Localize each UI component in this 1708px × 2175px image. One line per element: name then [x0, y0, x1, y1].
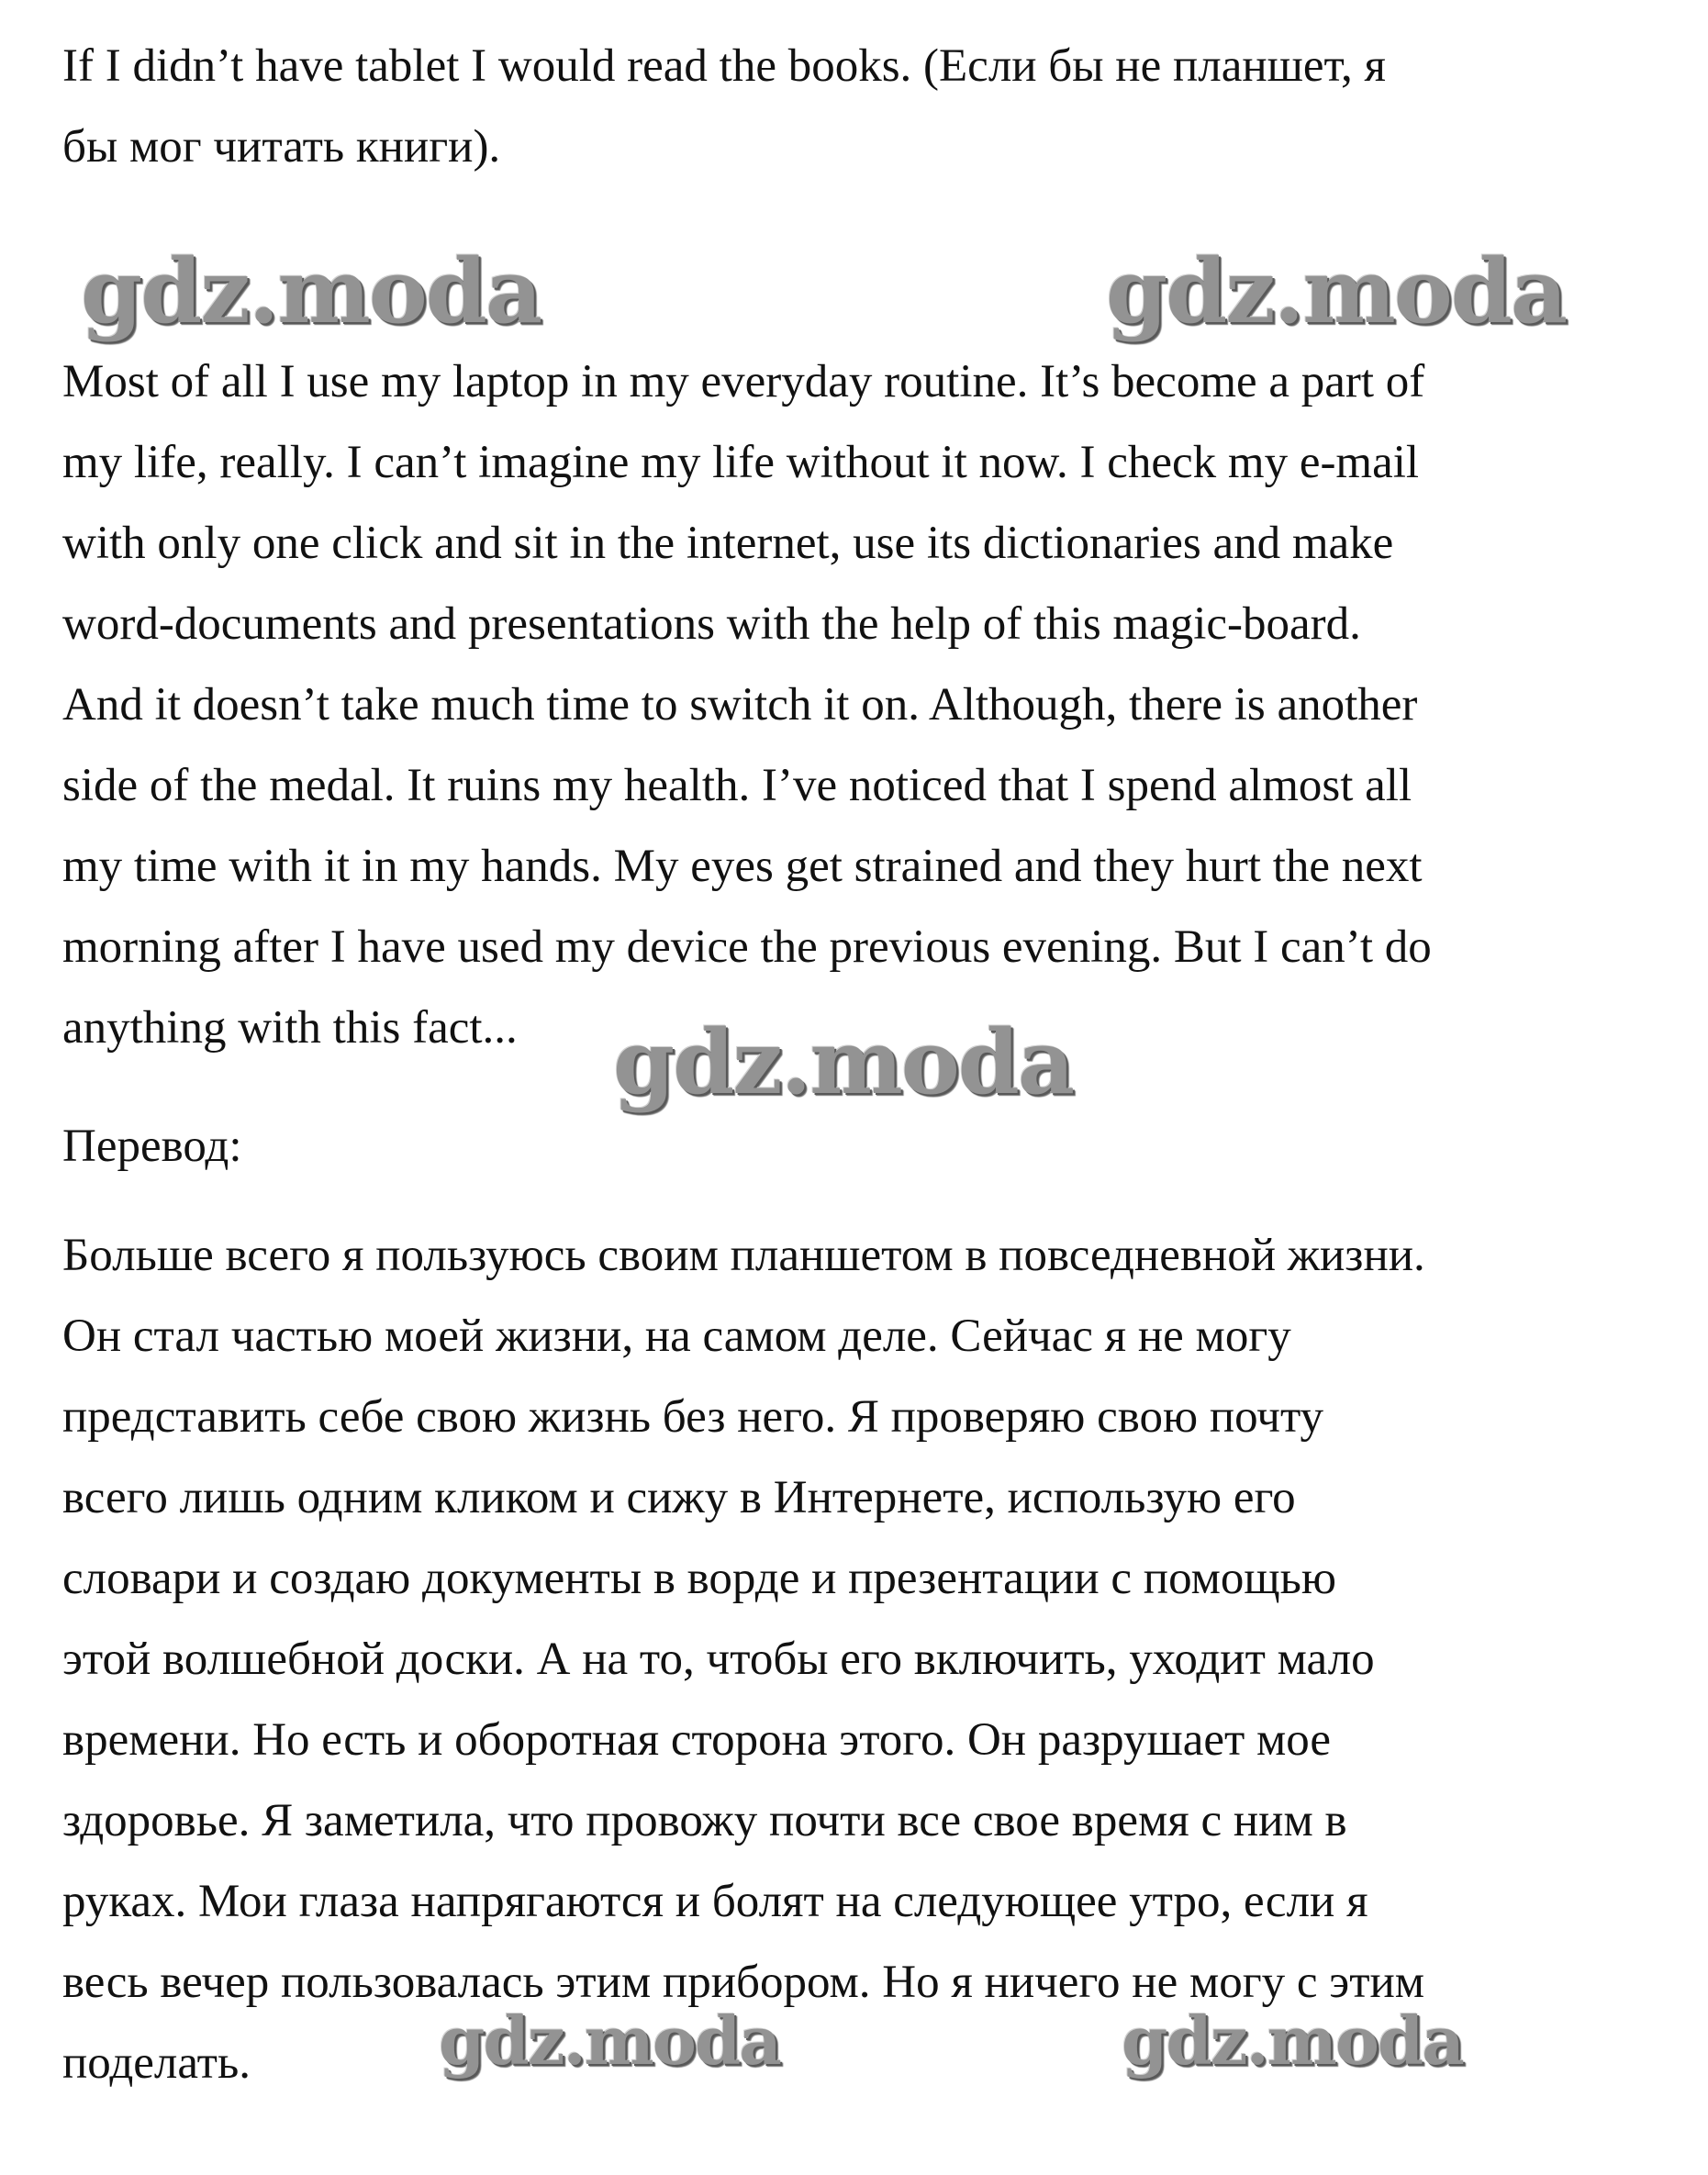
paragraph-line: представить себе свою жизнь без него. Я проверяю свою почту — [62, 1391, 1324, 1443]
paragraph-line: If I didn’t have tablet I would read the books. (Если бы не планшет, я — [62, 40, 1386, 92]
paragraph-line: my time with it in my hands. My eyes get strained and they hurt the next — [62, 841, 1423, 892]
paragraph-line: словари и создаю документы в ворде и презентации с помощью — [62, 1553, 1337, 1604]
watermark-logo: gdz.moda — [81, 240, 541, 343]
top-paragraph — [62, 26, 1678, 187]
watermark-logo: gdz.moda — [613, 1010, 1074, 1114]
paragraph-line: весь вечер пользовалась этим прибором. Но я ничего не могу с этим — [62, 1957, 1425, 2008]
paragraph-line: поделать. — [62, 2037, 251, 2089]
paragraph-line: Most of all I use my laptop in my everyday routine. It’s become a part of — [62, 356, 1425, 407]
paragraph-line: Больше всего я пользуюсь своим планшетом в повседневной жизни. — [62, 1230, 1425, 1281]
paragraph-line: всего лишь одним кликом и сижу в Интернете, использую его — [62, 1472, 1296, 1523]
paragraph-line: этой волшебной доски. А на то, чтобы его включить, уходит мало — [62, 1634, 1375, 1685]
paragraph-line: word-documents and presentations with the help of this magic-board. — [62, 598, 1361, 650]
paragraph-line: morning after I have used my device the previous evening. But I can’t do — [62, 921, 1432, 973]
paragraph-line: бы мог читать книги). — [62, 121, 501, 173]
translation-heading: Перевод: — [62, 1121, 242, 1172]
watermark-logo: gdz.moda — [1122, 2002, 1463, 2080]
paragraph-line: my life, really. I can’t imagine my life without it now. I check my e-mail — [62, 437, 1420, 488]
watermark-logo: gdz.moda — [1106, 240, 1567, 343]
paragraph-line: времени. Но есть и оборотная сторона этого. Он разрушает мое — [62, 1714, 1332, 1766]
paragraph-line: руках. Мои глаза напрягаются и болят на следующее утро, если я — [62, 1876, 1368, 1927]
paragraph-line: And it doesn’t take much time to switch it on. Although, there is another — [62, 679, 1418, 731]
paragraph-line: Он стал частью моей жизни, на самом деле. Сейчас я не могу — [62, 1311, 1291, 1362]
paragraph-line: anything with this fact... — [62, 1002, 518, 1054]
paragraph-line: side of the medal. It ruins my health. I’ve noticed that I spend almost all — [62, 760, 1412, 811]
watermark-logo: gdz.moda — [439, 2002, 780, 2080]
paragraph-line: with only one click and sit in the internet, use its dictionaries and make — [62, 518, 1394, 569]
english-paragraph — [62, 341, 1678, 1068]
paragraph-line: здоровье. Я заметила, что провожу почти все свое время с ним в — [62, 1795, 1347, 1846]
russian-paragraph — [62, 1215, 1678, 2103]
